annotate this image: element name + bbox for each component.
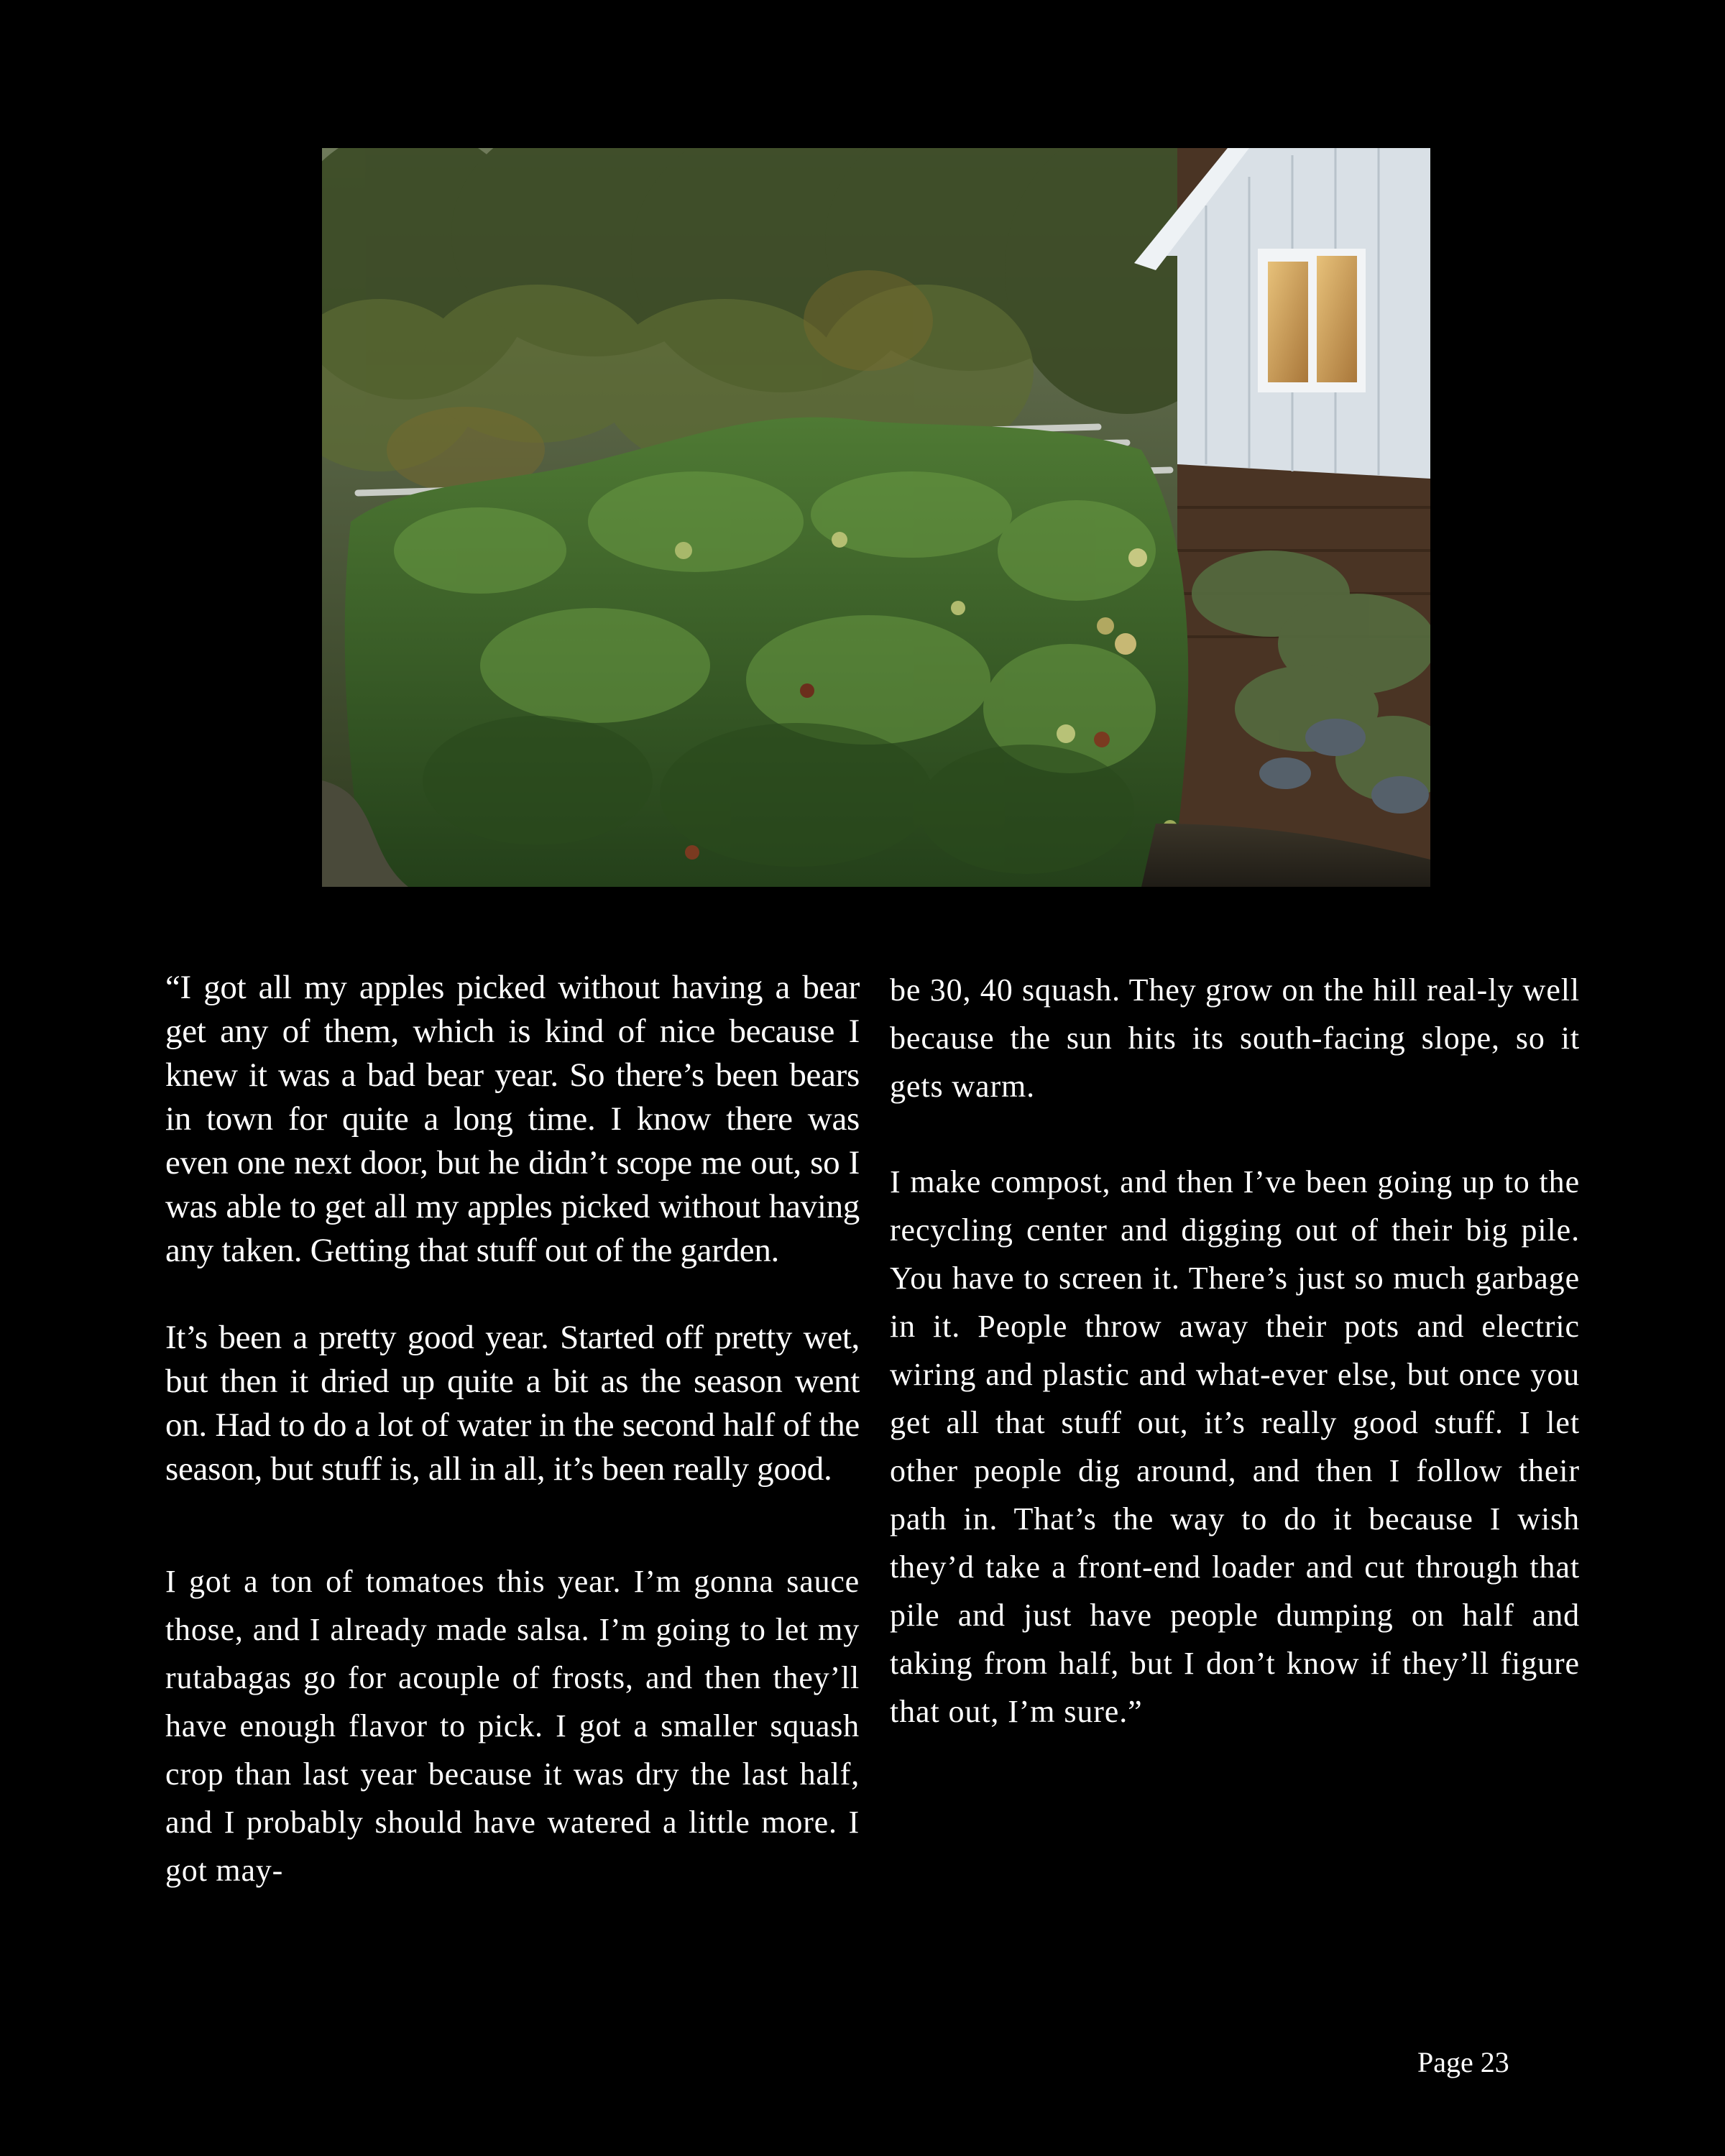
garden-photo [322,148,1430,887]
garden-photo-illustration [322,148,1430,887]
article-right-column [890,966,1580,1736]
article-paragraph: I make compost, and then I’ve been going up to the recycling center and digging out of their big pile. You have to screen it. There’s just so much garbage in it. People throw away their pots and electric wiring and plastic and what-ever else, but once you get all that stuff out, it’s really good stuff. I let other people dig around, and then I follow their path in. That’s the way to do it because I wish they’d take a front-end loader and cut through that pile and just have people dumping on half and taking from half, but I don’t know if they’ll figure that out, I’m sure.” [890,1164,1580,1729]
article-paragraph: be 30, 40 squash. They grow on the hill real-ly well because the sun hits its south-facing slope, so it gets warm. [890,972,1580,1104]
article-left-column [165,966,860,1894]
article-paragraph: It’s been a pretty good year. Started off pretty wet, but then it dried up quite a bit as the season went on. Had to do a lot of water in the second half of the season, but stuff is, all in all, it’s been really good. [165,1319,860,1488]
article-paragraph: “I got all my apples picked without having a bear get any of them, which is kind of nice because I knew it was a bad bear year. So there’s been bears in town for quite a long time. I know there was even one next door, but he didn’t scope me out, so I was able to get all my apples picked without having any taken. Getting that stuff out of the garden. [165,969,860,1269]
page-number: Page 23 [1417,2046,1509,2078]
article-paragraph: I got a ton of tomatoes this year. I’m gonna sauce those, and I already made salsa. I’m going to let my rutabagas go for acouple of frosts, and then they’ll have enough flavor to pick. I got a smaller squash crop than last year because it was dry the last half, and I probably should have watered a little more. I got may- [165,1564,860,1888]
